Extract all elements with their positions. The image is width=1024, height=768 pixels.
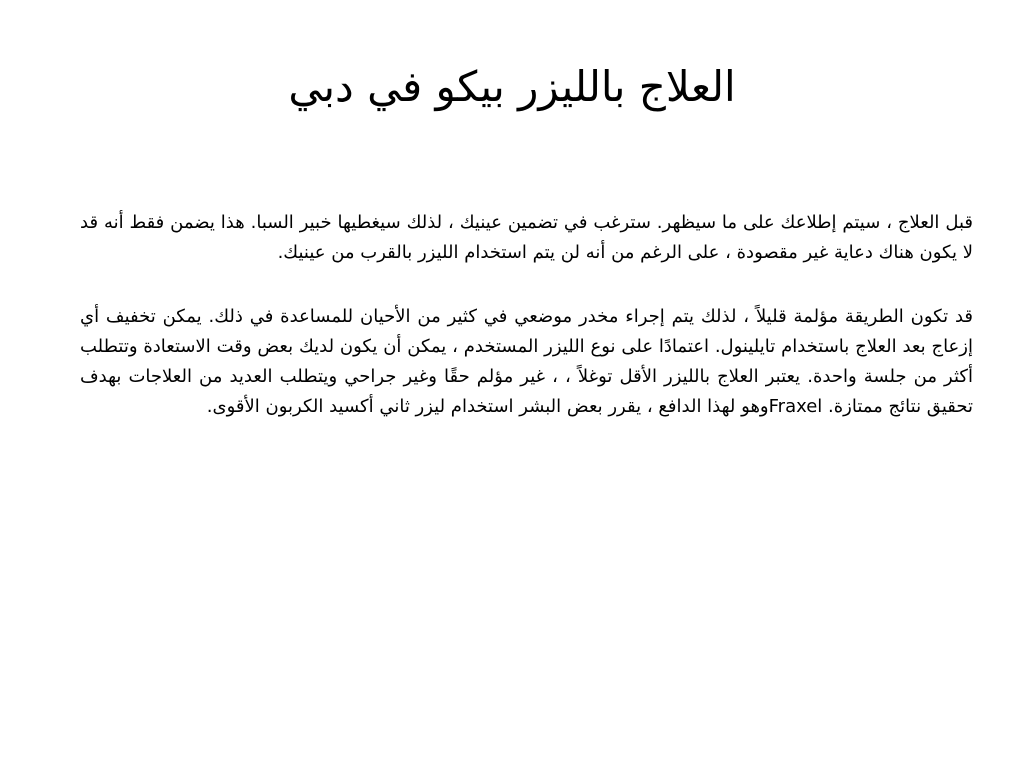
slide-title: العلاج بالليزر بيكو في دبي [288, 62, 736, 111]
body-paragraph-1: قبل العلاج ، سيتم إطلاعك على ما سيظهر. سترغب في تضمين عينيك ، لذلك سيغطيها خبير السبا. هذا يضمن فقط أنه قد لا يكون هناك دعاية غير مقصودة ، على الرغم من أنه لن يتم استخدام الليزر بالقرب من عينيك. [80, 212, 973, 263]
slide-body [80, 208, 973, 452]
body-paragraph-2: قد تكون الطريقة مؤلمة قليلاً ، لذلك يتم إجراء مخدر موضعي في كثير من الأحيان للمساعدة في ذلك. يمكن تخفيف أي إزعاج بعد العلاج باستخدام تايلينول. اعتمادًا على نوع الليزر المستخدم ، يمكن أن يكون لديك بعض وقت الاستعادة وتتطلب أكثر من جلسة واحدة. يعتبر العلاج بالليزر الأقل توغلاً ، ، غير مؤلم حقًا وغير جراحي ويتطلب العديد من العلاجات بهدف تحقيق نتائج ممتازة. Fraxelوهو لهذا الدافع ، يقرر بعض البشر استخدام ليزر ثاني أكسيد الكربون الأقوى. [80, 306, 973, 417]
